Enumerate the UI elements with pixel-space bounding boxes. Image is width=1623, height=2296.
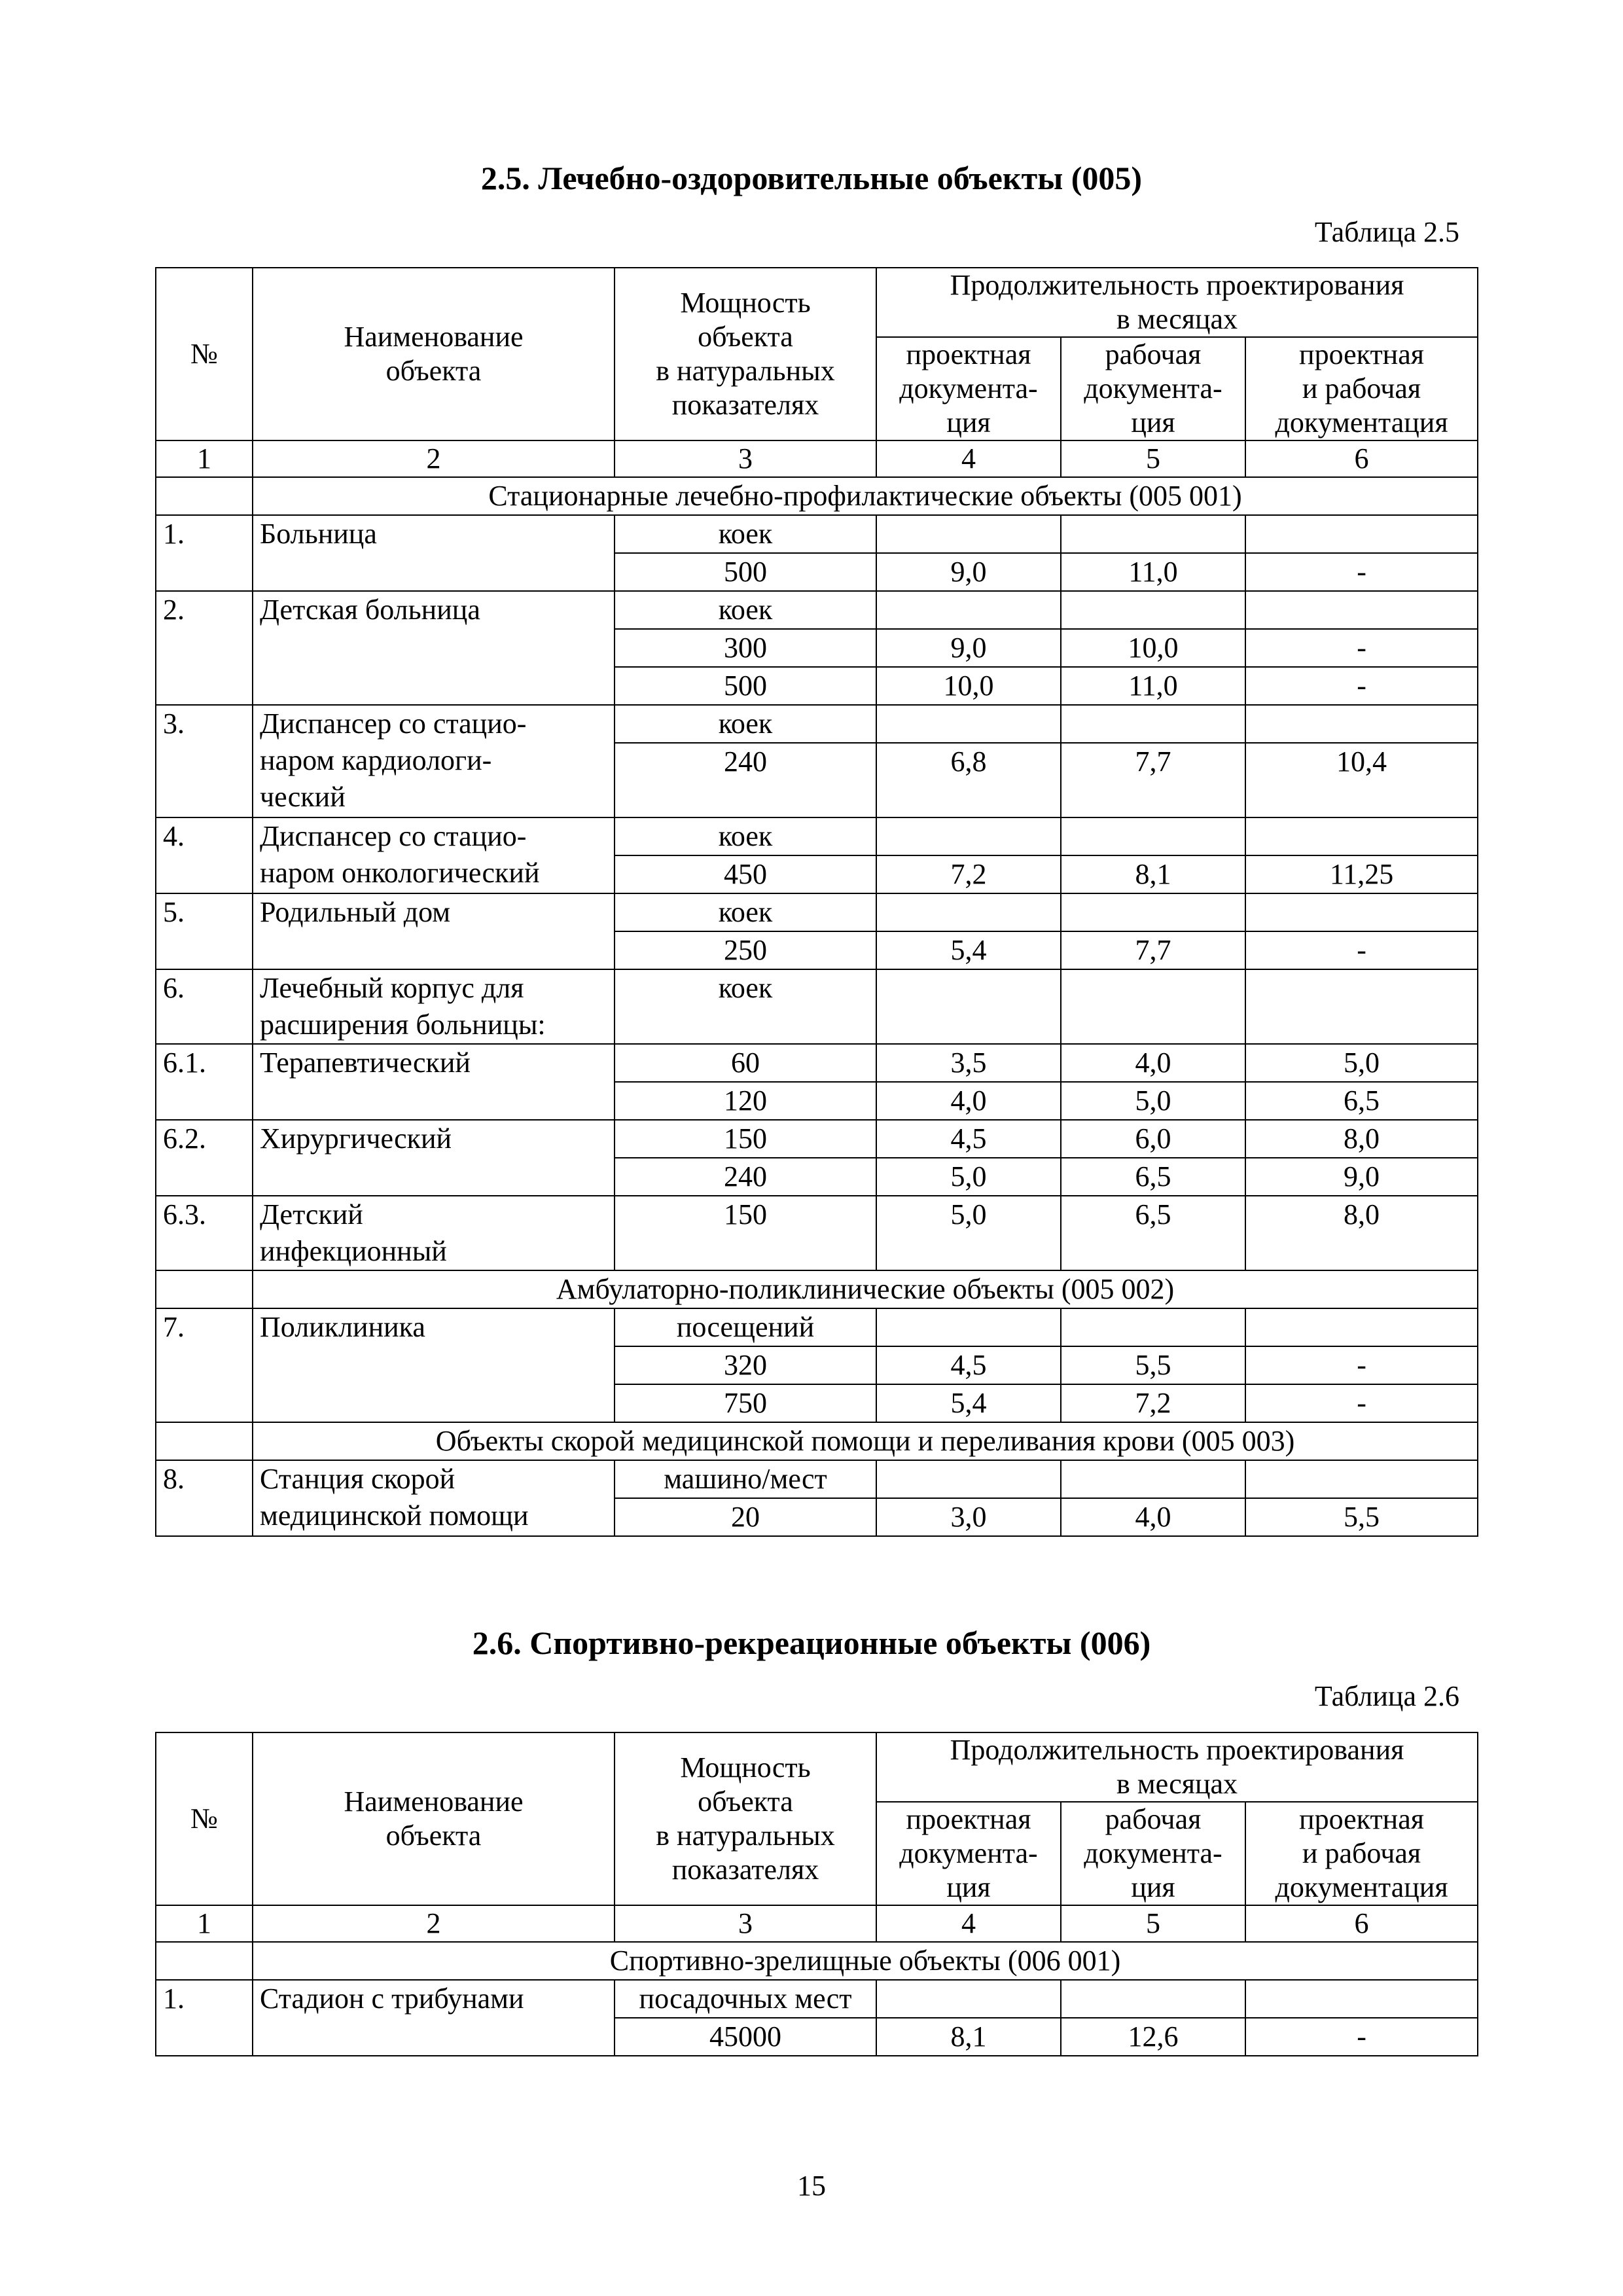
row-working-months: 6,5: [1061, 1196, 1245, 1270]
header-power-line: в натуральных: [656, 355, 835, 387]
row-no: 6.2.: [156, 1120, 253, 1196]
empty-cell: [1061, 969, 1245, 1044]
header-project-doc: [876, 337, 1061, 440]
header-line: ция: [1131, 1871, 1175, 1903]
row-working-months: 7,7: [1061, 931, 1245, 969]
row-project-months: 5,0: [876, 1196, 1061, 1270]
row-project-months: 3,5: [876, 1044, 1061, 1082]
row-name-line: Лечебный корпус для: [260, 972, 524, 1004]
row-both-months: -: [1245, 629, 1478, 667]
header-duration-line: в месяцах: [1116, 303, 1238, 335]
row-capacity: 250: [615, 931, 876, 969]
group-title: Амбулаторно-поликлинические объекты (005 002): [253, 1270, 1478, 1308]
empty-cell: [1061, 817, 1245, 855]
column-number: 2: [253, 1905, 615, 1942]
table-label-2-5: Таблица 2.5: [1314, 216, 1459, 248]
empty-cell: [876, 515, 1061, 553]
row-project-months: 9,0: [876, 553, 1061, 591]
column-number: 1: [156, 1905, 253, 1942]
row-name: Родильный дом: [253, 893, 615, 969]
table-label-2-6: Таблица 2.6: [1314, 1680, 1459, 1712]
row-working-months: 10,0: [1061, 629, 1245, 667]
row-project-months: 7,2: [876, 855, 1061, 893]
row-working-months: 4,0: [1061, 1044, 1245, 1082]
header-power-line: объекта: [698, 1785, 793, 1818]
group-title: Объекты скорой медицинской помощи и переливания крови (005 003): [253, 1422, 1478, 1460]
row-project-months: 5,4: [876, 931, 1061, 969]
header-line: документация: [1275, 1871, 1448, 1903]
row-both-months: 9,0: [1245, 1158, 1478, 1196]
table-row: [156, 893, 1478, 931]
column-numbers-row: [156, 1905, 1478, 1942]
row-name-line: Станция скорой: [260, 1463, 455, 1495]
row-capacity: 450: [615, 855, 876, 893]
empty-cell: [1245, 969, 1478, 1044]
table-header-row: [156, 1732, 1478, 1802]
row-capacity: 500: [615, 667, 876, 705]
empty-cell: [876, 705, 1061, 743]
row-name: Больница: [253, 515, 615, 591]
row-no: 5.: [156, 893, 253, 969]
empty-cell: [1061, 515, 1245, 553]
column-number: 6: [1245, 440, 1478, 477]
column-number: 5: [1061, 1905, 1245, 1942]
row-working-months: 8,1: [1061, 855, 1245, 893]
row-unit: посадочных мест: [615, 1980, 876, 2018]
table-row: [156, 1044, 1478, 1082]
row-project-months: 8,1: [876, 2018, 1061, 2056]
table-2-5: [155, 267, 1478, 1537]
table-row: [156, 1196, 1478, 1270]
row-capacity: 500: [615, 553, 876, 591]
header-duration-line: Продолжительность проектирования: [950, 1734, 1404, 1766]
row-no: 6.1.: [156, 1044, 253, 1120]
table-row: [156, 1120, 1478, 1158]
row-capacity: 45000: [615, 2018, 876, 2056]
row-working-months: 7,7: [1061, 743, 1245, 817]
header-name-line: объекта: [385, 355, 482, 387]
group-blank: [156, 1422, 253, 1460]
row-no: 1.: [156, 1980, 253, 2056]
empty-cell: [1061, 591, 1245, 629]
row-both-months: 11,25: [1245, 855, 1478, 893]
row-name-line: Диспансер со стацио-: [260, 708, 527, 740]
row-name: [253, 1196, 615, 1270]
table-2-6: [155, 1732, 1478, 2056]
row-both-months: 8,0: [1245, 1120, 1478, 1158]
row-no: 1.: [156, 515, 253, 591]
table-header-row: [156, 268, 1478, 337]
empty-cell: [1061, 1980, 1245, 2018]
table-row: [156, 1460, 1478, 1498]
header-duration: [876, 268, 1478, 337]
row-both-months: 8,0: [1245, 1196, 1478, 1270]
row-unit: коек: [615, 893, 876, 931]
section-heading-2-5: 2.5. Лечебно-оздоровительные объекты (005): [480, 160, 1143, 196]
row-working-months: 5,5: [1061, 1346, 1245, 1384]
row-project-months: 4,5: [876, 1120, 1061, 1158]
header-project-doc: [876, 1802, 1061, 1905]
header-power: [615, 268, 876, 440]
empty-cell: [876, 591, 1061, 629]
header-line: ция: [946, 406, 991, 439]
row-name: [253, 705, 615, 817]
empty-cell: [1245, 817, 1478, 855]
row-both-months: 5,0: [1245, 1044, 1478, 1082]
row-both-months: -: [1245, 553, 1478, 591]
row-unit: коек: [615, 817, 876, 855]
header-power-line: в натуральных: [656, 1820, 835, 1852]
header-line: ция: [946, 1871, 991, 1903]
column-number: 5: [1061, 440, 1245, 477]
header-line: рабочая: [1105, 1803, 1202, 1835]
row-working-months: 6,0: [1061, 1120, 1245, 1158]
row-no: 4.: [156, 817, 253, 893]
row-working-months: 5,0: [1061, 1082, 1245, 1120]
row-working-months: 4,0: [1061, 1498, 1245, 1536]
row-working-months: 11,0: [1061, 553, 1245, 591]
row-unit: посещений: [615, 1308, 876, 1346]
row-name: [253, 1460, 615, 1536]
row-name-line: инфекционный: [260, 1235, 447, 1267]
header-duration: [876, 1732, 1478, 1802]
row-both-months: 6,5: [1245, 1082, 1478, 1120]
row-project-months: 4,0: [876, 1082, 1061, 1120]
group-row: [156, 1270, 1478, 1308]
header-line: проектная: [906, 338, 1031, 370]
header-line: проектная: [1299, 1803, 1424, 1835]
row-capacity: 150: [615, 1120, 876, 1158]
row-capacity: 20: [615, 1498, 876, 1536]
row-capacity: 150: [615, 1196, 876, 1270]
empty-cell: [876, 1308, 1061, 1346]
header-line: документа-: [899, 372, 1038, 404]
row-both-months: 5,5: [1245, 1498, 1478, 1536]
empty-cell: [1061, 1308, 1245, 1346]
row-name: Стадион с трибунами: [253, 1980, 615, 2056]
header-both-doc: [1245, 337, 1478, 440]
row-name-line: расширения больницы:: [260, 1009, 546, 1041]
empty-cell: [1245, 893, 1478, 931]
group-row: [156, 1942, 1478, 1980]
header-no: №: [156, 1732, 253, 1905]
row-name-line: Детский: [260, 1198, 363, 1230]
column-number: 2: [253, 440, 615, 477]
column-number: 4: [876, 1905, 1061, 1942]
empty-cell: [1245, 705, 1478, 743]
group-title: Спортивно-зрелищные объекты (006 001): [253, 1942, 1478, 1980]
header-line: рабочая: [1105, 338, 1202, 370]
empty-cell: [1245, 1308, 1478, 1346]
header-name-line: Наименование: [344, 321, 524, 353]
empty-cell: [876, 893, 1061, 931]
empty-cell: [1245, 515, 1478, 553]
row-name: Поликлиника: [253, 1308, 615, 1422]
header-line: документа-: [1084, 1837, 1222, 1869]
column-number: 3: [615, 440, 876, 477]
empty-cell: [1061, 893, 1245, 931]
header-working-doc: [1061, 337, 1245, 440]
empty-cell: [876, 969, 1061, 1044]
group-blank: [156, 1270, 253, 1308]
column-number: 1: [156, 440, 253, 477]
row-unit: коек: [615, 515, 876, 553]
header-line: ция: [1131, 406, 1175, 439]
row-project-months: 4,5: [876, 1346, 1061, 1384]
column-number: 4: [876, 440, 1061, 477]
row-capacity: 240: [615, 1158, 876, 1196]
group-title: Стационарные лечебно-профилактические объекты (005 001): [253, 477, 1478, 515]
header-name-line: объекта: [385, 1820, 482, 1852]
header-duration-line: Продолжительность проектирования: [950, 269, 1404, 301]
row-unit: коек: [615, 705, 876, 743]
table-row: [156, 515, 1478, 553]
empty-cell: [1245, 1980, 1478, 2018]
header-line: и рабочая: [1302, 1837, 1421, 1869]
header-power-line: Мощность: [680, 287, 811, 319]
table-row: [156, 705, 1478, 743]
row-name-line: наром кардиологи-: [260, 744, 492, 776]
empty-cell: [876, 1460, 1061, 1498]
header-line: проектная: [1299, 338, 1424, 370]
header-power-line: показателях: [671, 1854, 819, 1886]
header-name: [253, 1732, 615, 1905]
header-power: [615, 1732, 876, 1905]
header-both-doc: [1245, 1802, 1478, 1905]
row-no: 8.: [156, 1460, 253, 1536]
table-row: [156, 591, 1478, 629]
row-name: Детская больница: [253, 591, 615, 705]
header-power-line: показателях: [671, 389, 819, 421]
row-no: 2.: [156, 591, 253, 705]
header-power-line: Мощность: [680, 1751, 811, 1784]
table-row: [156, 1980, 1478, 2018]
row-project-months: 3,0: [876, 1498, 1061, 1536]
group-blank: [156, 1942, 253, 1980]
row-both-months: -: [1245, 1346, 1478, 1384]
column-number: 3: [615, 1905, 876, 1942]
row-unit: коек: [615, 969, 876, 1044]
header-name-line: Наименование: [344, 1785, 524, 1818]
row-no: 3.: [156, 705, 253, 817]
header-line: документа-: [899, 1837, 1038, 1869]
row-name: Хирургический: [253, 1120, 615, 1196]
header-name: [253, 268, 615, 440]
row-project-months: 10,0: [876, 667, 1061, 705]
row-no: 6.: [156, 969, 253, 1044]
row-project-months: 5,4: [876, 1384, 1061, 1422]
empty-cell: [1245, 591, 1478, 629]
row-working-months: 12,6: [1061, 2018, 1245, 2056]
row-name-line: наром онкологический: [260, 857, 540, 889]
row-name-line: медицинской помощи: [260, 1499, 529, 1532]
header-duration-line: в месяцах: [1116, 1768, 1238, 1800]
row-both-months: 10,4: [1245, 743, 1478, 817]
row-both-months: -: [1245, 931, 1478, 969]
row-both-months: -: [1245, 2018, 1478, 2056]
header-line: документация: [1275, 406, 1448, 439]
row-working-months: 7,2: [1061, 1384, 1245, 1422]
table-row: [156, 969, 1478, 1044]
column-numbers-row: [156, 440, 1478, 477]
row-project-months: 5,0: [876, 1158, 1061, 1196]
row-unit: коек: [615, 591, 876, 629]
table-row: [156, 817, 1478, 855]
row-capacity: 320: [615, 1346, 876, 1384]
empty-cell: [876, 817, 1061, 855]
header-no: №: [156, 268, 253, 440]
column-number: 6: [1245, 1905, 1478, 1942]
header-line: документа-: [1084, 372, 1222, 404]
header-line: и рабочая: [1302, 372, 1421, 404]
header-working-doc: [1061, 1802, 1245, 1905]
row-both-months: -: [1245, 667, 1478, 705]
row-unit: машино/мест: [615, 1460, 876, 1498]
row-name-line: Диспансер со стацио-: [260, 820, 527, 852]
row-capacity: 120: [615, 1082, 876, 1120]
empty-cell: [1245, 1460, 1478, 1498]
row-no: 7.: [156, 1308, 253, 1422]
row-project-months: 9,0: [876, 629, 1061, 667]
row-no: 6.3.: [156, 1196, 253, 1270]
header-power-line: объекта: [698, 321, 793, 353]
row-working-months: 11,0: [1061, 667, 1245, 705]
empty-cell: [1061, 705, 1245, 743]
row-both-months: -: [1245, 1384, 1478, 1422]
row-name: [253, 969, 615, 1044]
header-line: проектная: [906, 1803, 1031, 1835]
row-working-months: 6,5: [1061, 1158, 1245, 1196]
row-capacity: 300: [615, 629, 876, 667]
row-capacity: 240: [615, 743, 876, 817]
table-row: [156, 1308, 1478, 1346]
row-project-months: 6,8: [876, 743, 1061, 817]
empty-cell: [876, 1980, 1061, 2018]
row-name: Терапевтический: [253, 1044, 615, 1120]
row-capacity: 60: [615, 1044, 876, 1082]
row-capacity: 750: [615, 1384, 876, 1422]
group-row: [156, 477, 1478, 515]
row-name-line: ческий: [260, 781, 346, 813]
empty-cell: [1061, 1460, 1245, 1498]
row-name: [253, 817, 615, 893]
page-number: 15: [797, 2170, 826, 2202]
group-blank: [156, 477, 253, 515]
group-row: [156, 1422, 1478, 1460]
section-heading-2-6: 2.6. Спортивно-рекреационные объекты (006): [472, 1624, 1151, 1661]
